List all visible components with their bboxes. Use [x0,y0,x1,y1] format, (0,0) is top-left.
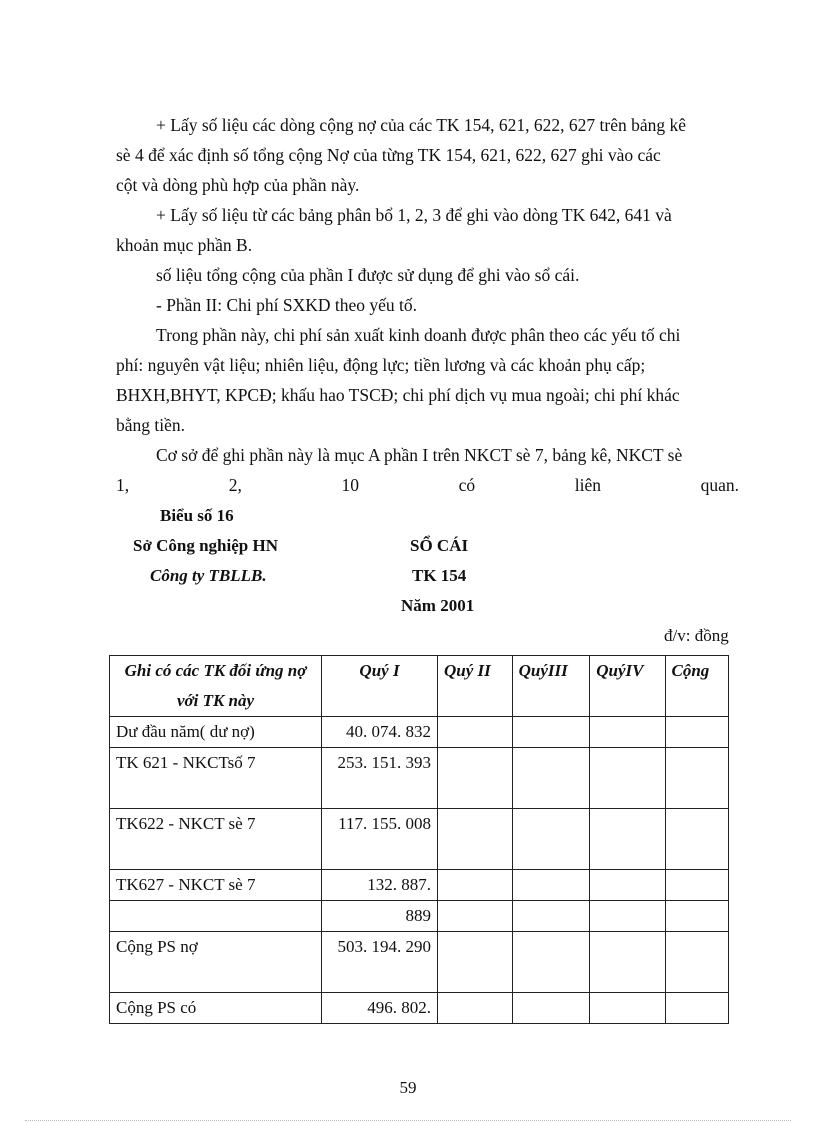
q1-value: 496. 802. [322,993,438,1024]
row-label: Cộng PS nợ [110,932,322,993]
bieu-so-label: Biểu số 16 [160,506,234,525]
word: có [458,475,476,495]
row-label: Cộng PS có [110,993,322,1024]
table-row [110,809,729,870]
paragraph-6 [116,440,739,470]
word: 10 [341,475,359,495]
text-line: bằng tiền. [116,415,186,435]
page-number: 59 [399,1078,417,1097]
column-header: Quý I [322,656,438,717]
row-label [110,901,322,932]
q1-value: 117. 155. 008 [322,809,438,870]
table-row [110,901,729,932]
text-line: số liệu tổng cộng của phần I được sử dụng để ghi vào sổ cái. [156,265,580,285]
column-header: Cộng [665,656,728,717]
footer-divider [25,1120,791,1121]
ledger-year: Năm 2001 [401,596,475,615]
table-header-row [110,656,729,717]
word: 2, [228,475,242,495]
text-line: phí: nguyên vật liệu; nhiên liệu, động lực; tiền lương và các khoản phụ cấp; [116,355,646,375]
row-label: TK 621 - NKCTsố 7 [110,748,322,809]
company-name: Công ty TBLLB. [150,566,267,585]
paragraph-5 [116,320,739,440]
q1-value: 503. 194. 290 [322,932,438,993]
row-label: TK622 - NKCT sè 7 [110,809,322,870]
text-line: Trong phần này, chi phí sản xuất kinh doanh được phân theo các yếu tố chi [156,325,681,345]
word: 1, [116,475,130,495]
column-header: QuýIII [512,656,590,717]
table-row [110,993,729,1024]
paragraph-6-last-line [116,470,739,500]
row-label: Dư đầu năm( dư nợ) [110,717,322,748]
paragraph-4 [116,290,739,320]
ledger-table [109,655,729,1024]
column-header: QuýIV [590,656,665,717]
text-line: cột và dòng phù hợp của phần này. [116,175,360,195]
table-row [110,932,729,993]
table-row [110,748,729,809]
word: quan. [700,475,739,495]
column-header: Quý II [438,656,513,717]
paragraph-3 [116,260,739,290]
row-label: TK627 - NKCT sè 7 [110,870,322,901]
q1-value: 889 [322,901,438,932]
department-name: Sở Công nghiệp HN [133,536,278,555]
word: liên [574,475,601,495]
paragraph-2 [116,200,739,260]
text-line: + Lấy số liệu từ các bảng phân bổ 1, 2, 3 để ghi vào dòng TK 642, 641 và [156,205,672,225]
text-line: + Lấy số liệu các dòng cộng nợ của các TK 154, 621, 622, 627 trên bảng kê [156,115,687,135]
text-line: Cơ sở để ghi phần này là mục A phần I trên NKCT sè 7, bảng kê, NKCT sè [156,445,683,465]
text-line: khoản mục phần B. [116,235,253,255]
paragraph-1 [116,110,739,200]
column-header: Ghi có các TK đối ứng nợ với TK này [110,656,322,717]
account-number: TK 154 [412,566,467,585]
text-line: BHXH,BHYT, KPCĐ; khấu hao TSCĐ; chi phí dịch vụ mua ngoài; chi phí khác [116,385,680,405]
text-line: - Phần II: Chi phí SXKD theo yếu tố. [156,295,418,315]
q1-value: 253. 151. 393 [322,748,438,809]
q1-value: 132. 887. [322,870,438,901]
ledger-title: SỔ CÁI [410,536,469,555]
table-row [110,717,729,748]
table-row [110,870,729,901]
text-line: sè 4 để xác định số tổng cộng Nợ của từng TK 154, 621, 622, 627 ghi vào các [116,145,661,165]
unit-label: đ/v: đồng [664,626,729,645]
q1-value: 40. 074. 832 [322,717,438,748]
